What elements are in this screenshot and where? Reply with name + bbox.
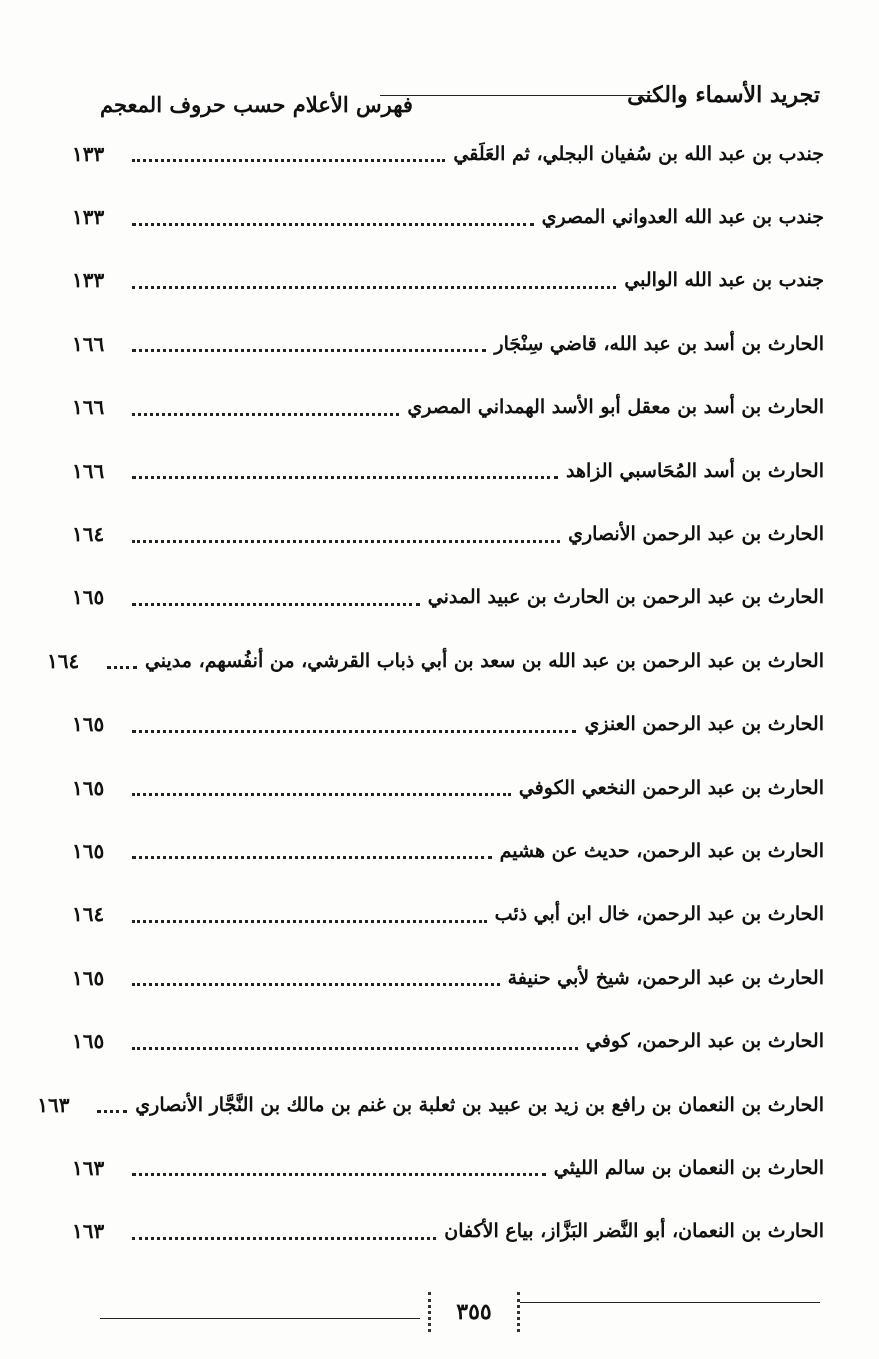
- dot-leader: [132, 413, 399, 416]
- entry-page-number: ١٦٥: [72, 1029, 105, 1054]
- entry-name: الحارث بن عبد الرحمن، كوفي: [585, 1030, 824, 1053]
- dot-leader: [132, 476, 558, 479]
- running-header: [100, 78, 820, 118]
- index-entry: [72, 883, 824, 946]
- dot-leader: [132, 856, 492, 859]
- dot-leader: [107, 666, 137, 669]
- entry-page-number: ١٣٣: [72, 141, 105, 166]
- footer-rule-right: [520, 1302, 820, 1303]
- dot-leader: [132, 983, 500, 986]
- dot-leader: [132, 1173, 546, 1176]
- header-rule: [380, 95, 652, 96]
- entry-name: الحارث بن عبد الرحمن النخعي الكوفي: [518, 776, 824, 799]
- entry-page-number: ١٦٣: [37, 1092, 70, 1117]
- entry-name: الحارث بن عبد الرحمن، حديث عن هشيم: [499, 839, 824, 862]
- entry-name: الحارث بن عبد الرحمن العنزي: [584, 713, 824, 736]
- entry-page-number: ١٦٥: [72, 965, 105, 990]
- entry-name: الحارث بن عبد الرحمن بن عبد الله بن سعد بن أبي ذباب القرشي، من أنفُسهم، مديني: [144, 649, 824, 672]
- dot-leader: [132, 223, 534, 226]
- entry-page-number: ١٦٤: [46, 648, 80, 673]
- index-entry: [72, 502, 824, 565]
- dot-leader: [132, 540, 560, 543]
- entry-page-number: ١٦٣: [72, 1219, 105, 1244]
- entry-page-number: ١٦٤: [72, 902, 105, 927]
- section-title: فهرس الأعلام حسب حروف المعجم: [100, 92, 413, 117]
- index-entry: [72, 376, 824, 439]
- index-entry: [72, 819, 824, 882]
- index-entry: [72, 1136, 824, 1199]
- entry-page-number: ١٣٣: [72, 205, 105, 230]
- index-entry: [72, 946, 824, 1009]
- dot-leader: [132, 730, 576, 733]
- dot-leader: [97, 1110, 127, 1113]
- entry-name: الحارث بن النعمان بن رافع بن زيد بن عبيد بن ثعلبة بن غنم بن مالك بن النَّجَّار الأنصاري: [135, 1093, 824, 1116]
- index-entry: [72, 185, 824, 248]
- entry-name: الحارث بن عبد الرحمن بن الحارث بن عبيد المدني: [427, 586, 824, 609]
- index-entry: [72, 1200, 824, 1263]
- index-entries: [37, 122, 824, 1263]
- entry-page-number: ١٦٥: [72, 585, 105, 610]
- entry-page-number: ١٦٦: [72, 331, 105, 356]
- footer-rule-left: [100, 1318, 420, 1319]
- entry-page-number: ١٣٣: [72, 268, 105, 293]
- entry-name: الحارث بن أسد بن معقل أبو الأسد الهمداني المصري: [407, 396, 824, 419]
- dot-leader: [132, 286, 616, 289]
- entry-name: جندب بن عبد الله الوالبي: [624, 269, 824, 292]
- page-number: ٣٥٥: [428, 1292, 520, 1332]
- dot-leader: [132, 603, 420, 606]
- index-entry: [72, 566, 824, 629]
- index-entry: [72, 312, 824, 375]
- index-entry: [72, 693, 824, 756]
- entry-name: الحارث بن النعمان بن سالم الليثي: [553, 1156, 824, 1179]
- index-entry: [72, 249, 824, 312]
- dot-leader: [132, 793, 511, 796]
- entry-page-number: ١٦٥: [72, 838, 105, 863]
- entry-page-number: ١٦٦: [72, 458, 105, 483]
- entry-page-number: ١٦٤: [72, 522, 105, 547]
- index-entry: [72, 122, 824, 185]
- entry-page-number: ١٦٥: [72, 775, 105, 800]
- index-entry: [72, 1009, 824, 1072]
- entry-name: جندب بن عبد الله بن سُفيان البجلي، ثم العَلَقي: [453, 142, 824, 165]
- entry-name: الحارث بن عبد الرحمن الأنصاري: [568, 523, 824, 546]
- index-entry: [37, 1073, 824, 1136]
- entry-name: الحارث بن عبد الرحمن، خال ابن أبي ذئب: [494, 903, 824, 926]
- dot-leader: [132, 1047, 578, 1050]
- entry-page-number: ١٦٦: [72, 395, 105, 420]
- entry-name: الحارث بن عبد الرحمن، شيخ لأبي حنيفة: [507, 966, 824, 989]
- entry-page-number: ١٦٥: [72, 712, 105, 737]
- entry-name: الحارث بن أسد المُحَاسبي الزاهد: [566, 459, 824, 482]
- index-entry: [46, 629, 824, 692]
- dot-leader: [132, 920, 487, 923]
- index-entry: [72, 756, 824, 819]
- dot-leader: [132, 159, 445, 162]
- index-entry: [72, 439, 824, 502]
- entry-name: الحارث بن أسد بن عبد الله، قاضي سِنْجَار: [494, 332, 824, 355]
- entry-name: جندب بن عبد الله العدواني المصري: [541, 206, 824, 229]
- dot-leader: [132, 349, 486, 352]
- entry-name: الحارث بن النعمان، أبو النَّضر البَزَّاز، بياع الأكفان: [444, 1220, 824, 1243]
- entry-page-number: ١٦٣: [72, 1155, 105, 1180]
- book-title: تجريد الأسماء والكنى: [627, 82, 820, 108]
- dot-leader: [132, 1237, 436, 1240]
